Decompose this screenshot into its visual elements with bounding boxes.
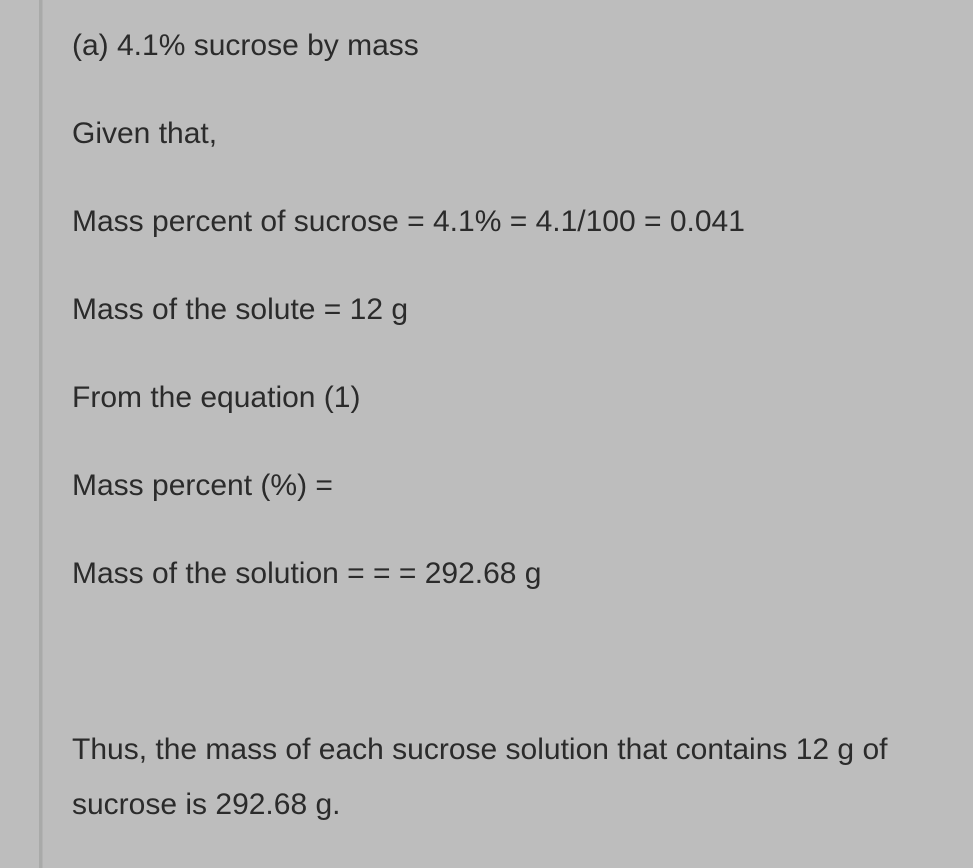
mass-percent-formula: Mass percent (%) = — [72, 469, 333, 502]
left-margin-rule — [39, 0, 42, 868]
equation-reference: From the equation (1) — [72, 381, 361, 414]
part-a-heading: (a) 4.1% sucrose by mass — [72, 29, 419, 62]
conclusion-line-1: Thus, the mass of each sucrose solution that contains 12 g of — [72, 733, 888, 766]
conclusion-line-2: sucrose is 292.68 g. — [72, 788, 341, 821]
solution-mass-line: Mass of the solution = = = 292.68 g — [72, 557, 542, 590]
mass-percent-line: Mass percent of sucrose = 4.1% = 4.1/100 = 0.041 — [72, 205, 745, 238]
given-label: Given that, — [72, 117, 218, 150]
solute-mass-line: Mass of the solute = 12 g — [72, 293, 409, 326]
